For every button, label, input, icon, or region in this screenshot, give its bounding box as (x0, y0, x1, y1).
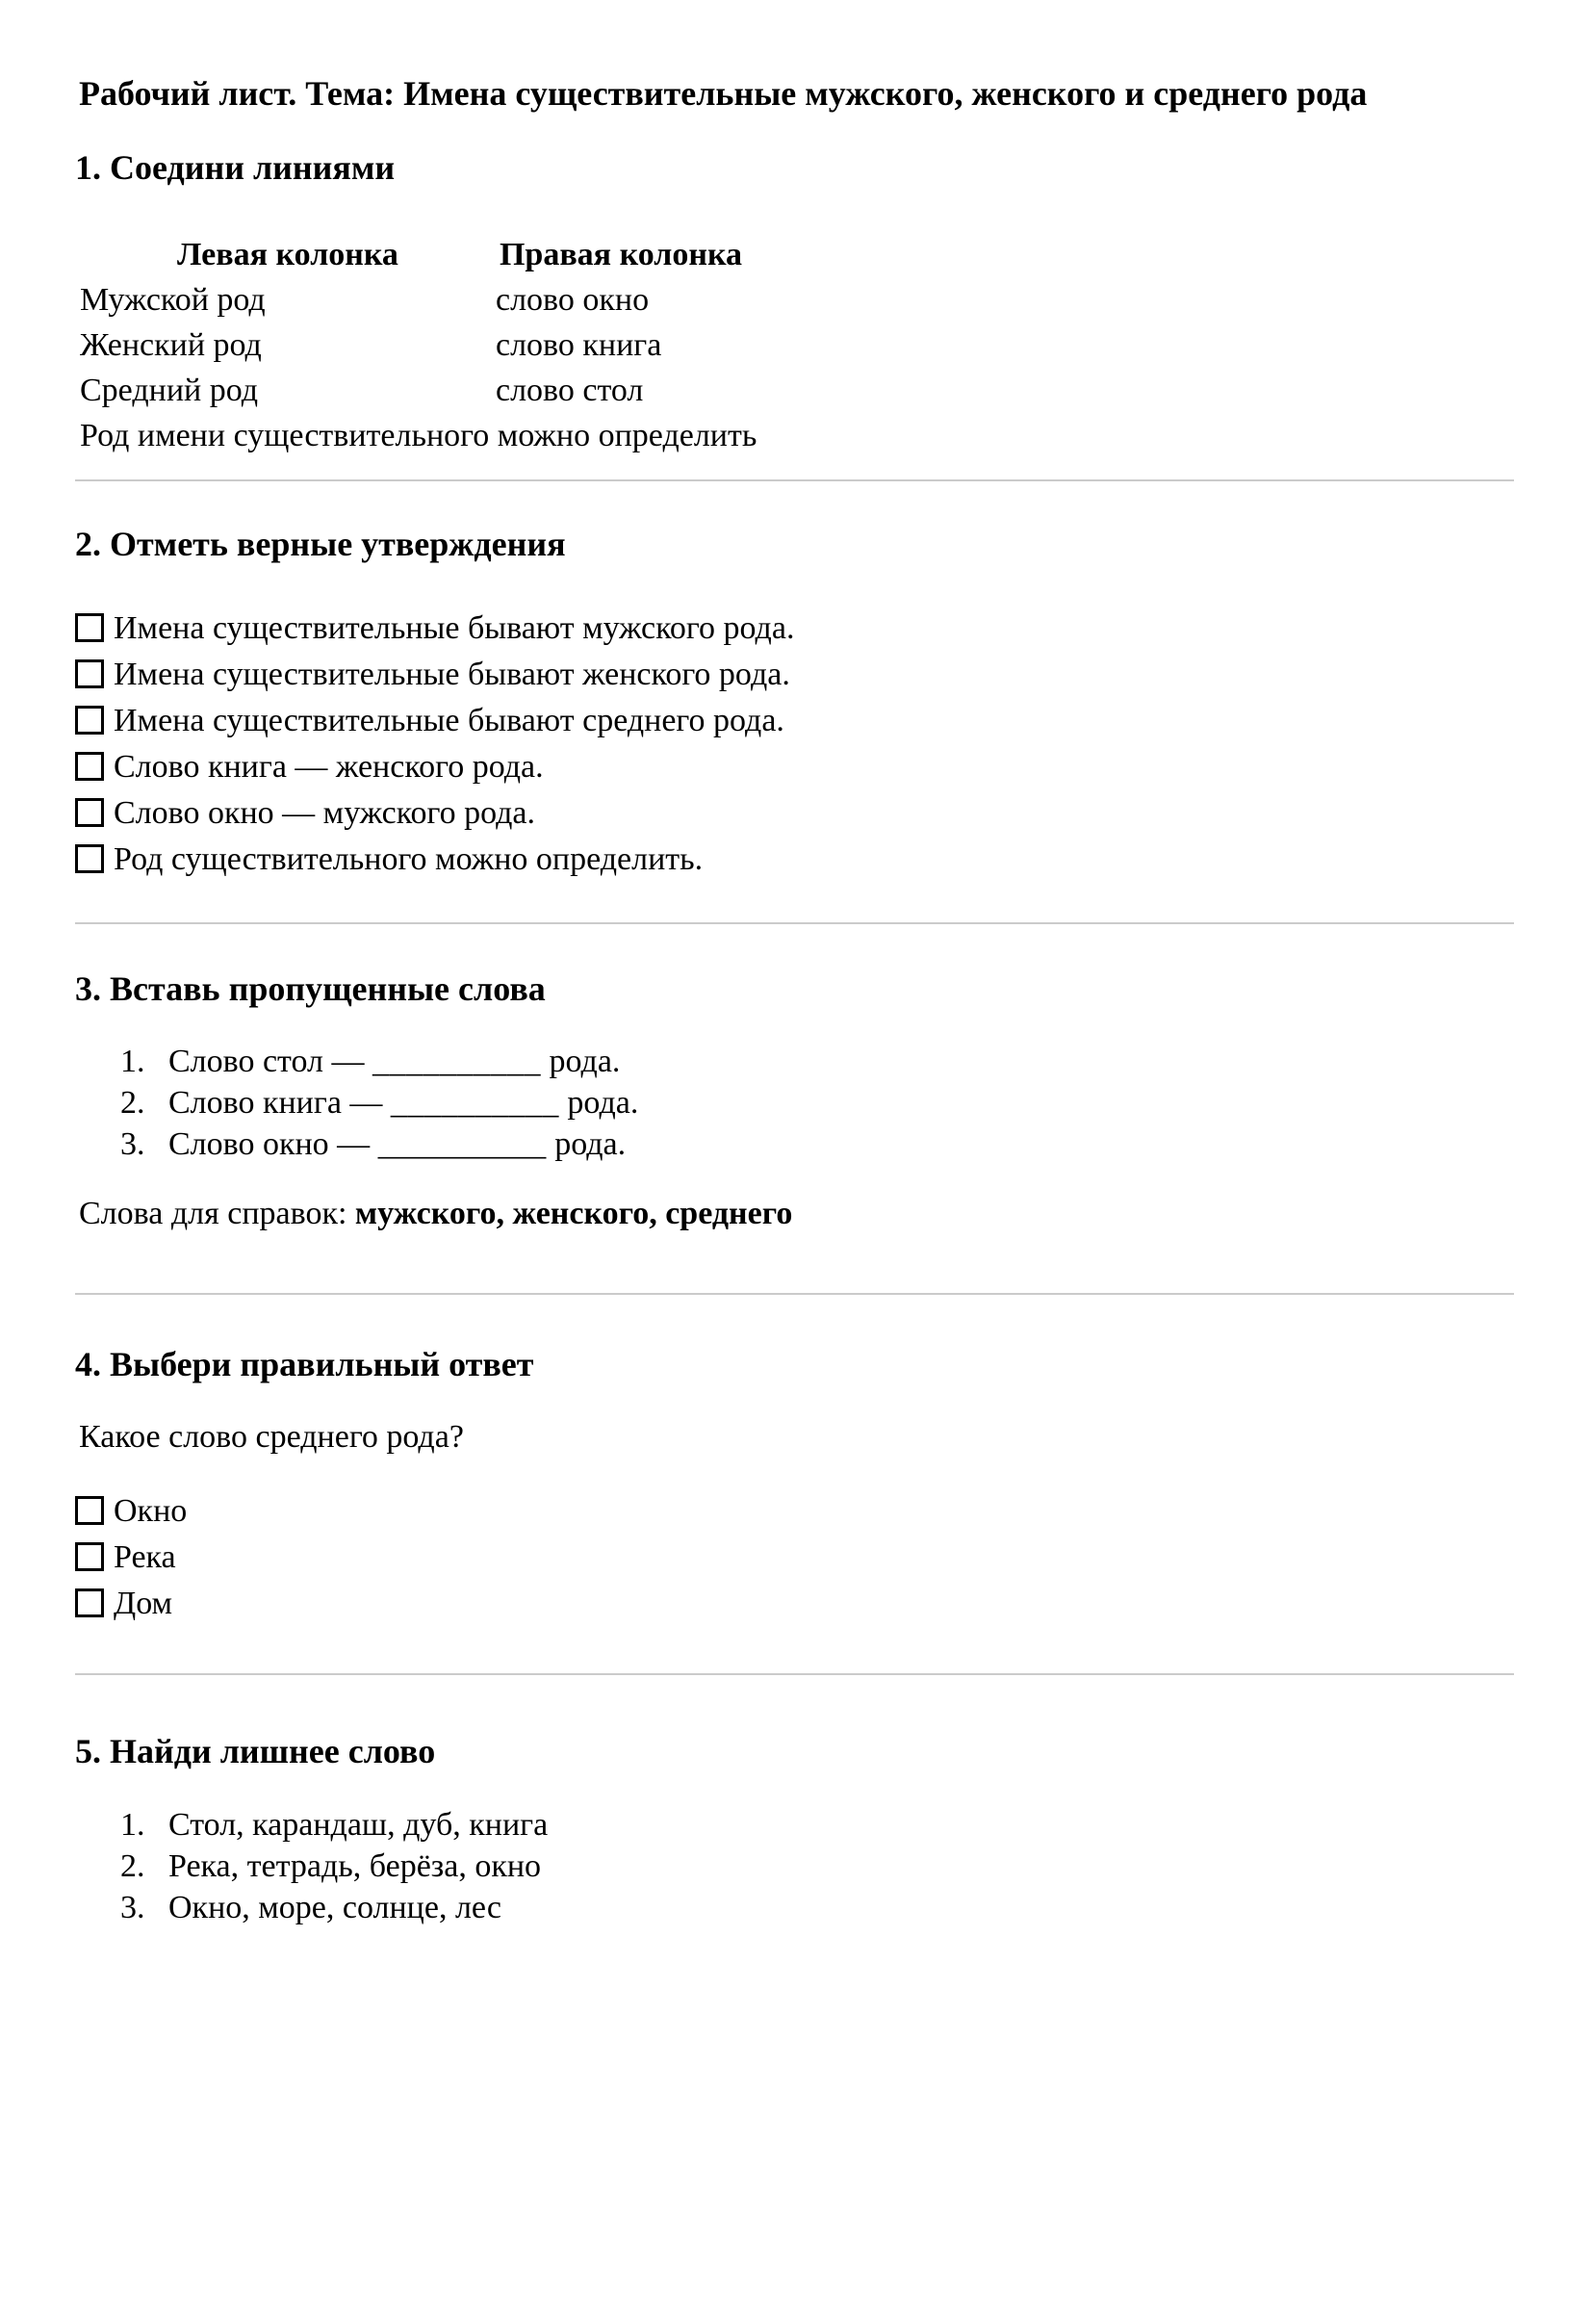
checklist-item (75, 744, 1514, 790)
section-divider (75, 1673, 1514, 1675)
section-divider (75, 1293, 1514, 1295)
section-2-heading: 2. Отметь верные утверждения (75, 525, 566, 563)
fill-in-text-before: Слово стол — (168, 1044, 372, 1079)
reference-words: мужского, женского, среднего (354, 1196, 793, 1231)
fill-in-item (75, 1041, 1514, 1082)
odd-one-out-text: Река, тетрадь, берёза, окно (168, 1848, 542, 1884)
checkbox[interactable] (75, 798, 104, 827)
checkbox[interactable] (75, 752, 104, 781)
blank-line: __________ (390, 1085, 559, 1121)
matching-table (75, 232, 1514, 458)
matching-left-column-header: Левая колонка (177, 237, 398, 272)
list-number: 3. (120, 1126, 145, 1162)
checkbox[interactable] (75, 613, 104, 642)
checklist-item (75, 652, 1514, 698)
checkbox[interactable] (75, 706, 104, 735)
fill-in-text-after: рода. (546, 1126, 627, 1162)
list-number: 1. (120, 1807, 145, 1843)
blank-line: __________ (377, 1126, 547, 1162)
section-3-heading: 3. Вставь пропущенные слова (75, 969, 546, 1008)
odd-one-out-list (75, 1804, 1514, 1928)
answer-option (75, 1488, 1514, 1535)
odd-one-out-item (75, 1804, 1514, 1846)
matching-footer-text: Род имени существительного можно определить (80, 418, 757, 453)
section-divider (75, 479, 1514, 481)
blank-line: __________ (372, 1044, 541, 1079)
matching-left-item: Мужской род (80, 282, 266, 318)
answer-option-label: Река (114, 1539, 176, 1575)
matching-right-item: слово стол (496, 373, 644, 408)
list-number: 1. (120, 1044, 145, 1079)
section-4-heading: 4. Выбери правильный ответ (75, 1345, 534, 1383)
matching-right-column-header: Правая колонка (499, 237, 743, 272)
fill-in-text-after: рода. (541, 1044, 621, 1079)
fill-in-item (75, 1123, 1514, 1165)
checklist-item-label: Имена существительные бывают среднего рода. (114, 703, 784, 738)
checklist-item-label: Имена существительные бывают мужского рода. (114, 610, 795, 646)
matching-right-item: слово окно (496, 282, 650, 318)
matching-right-item: слово книга (496, 327, 662, 363)
reference-words-line (75, 1193, 1514, 1234)
checklist-item (75, 837, 1514, 883)
answer-options (75, 1488, 1514, 1627)
matching-left-item: Женский род (80, 327, 262, 363)
section-divider (75, 922, 1514, 924)
statements-checklist (75, 606, 1514, 883)
checklist-item-label: Имена существительные бывают женского рода. (114, 657, 790, 692)
fill-in-text-before: Слово окно — (168, 1126, 378, 1162)
answer-option (75, 1581, 1514, 1627)
checklist-item-label: Род существительного можно определить. (114, 841, 704, 877)
page-title: Рабочий лист. Тема: Имена существительные мужского, женского и среднего рода (79, 74, 1368, 113)
fill-in-text-before: Слово книга — (168, 1085, 391, 1121)
checklist-item (75, 698, 1514, 744)
section-1-heading: 1. Соедини линиями (75, 148, 396, 187)
checkbox[interactable] (75, 1542, 104, 1571)
checkbox[interactable] (75, 1588, 104, 1617)
reference-words-label: Слова для справок: (79, 1196, 355, 1231)
checklist-item-label: Слово книга — женского рода. (114, 749, 544, 785)
list-number: 3. (120, 1890, 145, 1925)
answer-option-label: Окно (114, 1493, 188, 1529)
checkbox[interactable] (75, 1496, 104, 1525)
fill-in-item (75, 1082, 1514, 1123)
answer-option-label: Дом (114, 1586, 173, 1621)
odd-one-out-item (75, 1846, 1514, 1887)
fill-in-text-after: рода. (558, 1085, 639, 1121)
checkbox[interactable] (75, 844, 104, 873)
odd-one-out-text: Окно, море, солнце, лес (168, 1890, 501, 1925)
checklist-item (75, 606, 1514, 652)
checklist-item (75, 790, 1514, 837)
worksheet-page (0, 73, 1591, 2324)
matching-left-item: Средний род (80, 373, 259, 408)
odd-one-out-item (75, 1887, 1514, 1928)
checkbox[interactable] (75, 659, 104, 688)
answer-option (75, 1535, 1514, 1581)
list-number: 2. (120, 1085, 145, 1121)
list-number: 2. (120, 1848, 145, 1884)
question-text: Какое слово среднего рода? (79, 1419, 464, 1455)
section-5-heading: 5. Найди лишнее слово (75, 1732, 436, 1770)
checklist-item-label: Слово окно — мужского рода. (114, 795, 536, 831)
odd-one-out-text: Стол, карандаш, дуб, книга (168, 1807, 549, 1843)
fill-in-list (75, 1041, 1514, 1165)
